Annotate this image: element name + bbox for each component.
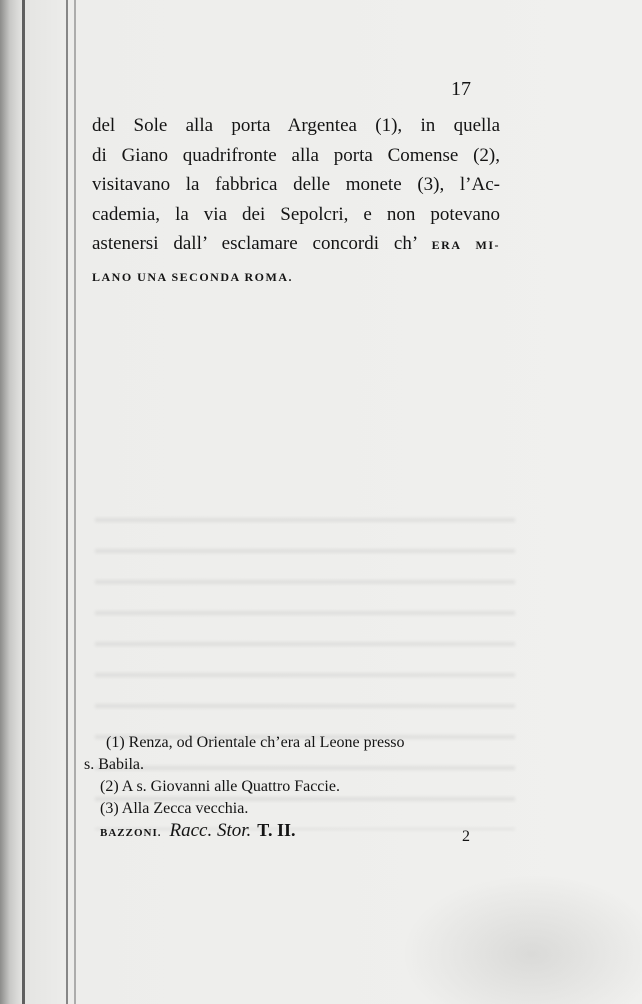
binding-edge-shadow <box>22 0 25 1004</box>
printer-signature <box>100 820 295 842</box>
smallcaps-quote: ERA MI- <box>431 238 500 252</box>
binding-fold-line-inner <box>74 0 76 1004</box>
signature-title: Racc. Stor. <box>169 820 252 841</box>
text-line: cademia, la via dei Sepolcri, e non potevano <box>92 203 500 225</box>
paper-stain <box>402 874 642 1004</box>
smallcaps-quote: LANO UNA SECONDA ROMA. <box>92 269 294 284</box>
text-line <box>92 229 500 261</box>
footnote-1: (1) Renza, od Orientale ch’era al Leone presso <box>106 734 405 751</box>
signature-volume: T. II. <box>257 820 296 840</box>
binding-fold-line <box>66 0 68 1004</box>
footnote-3: (3) Alla Zecca vecchia. <box>100 800 249 817</box>
text-line <box>92 261 500 293</box>
signature-author: BAZZONI. <box>100 827 162 839</box>
footnote-2: (2) A s. Giovanni alle Quattro Faccie. <box>100 778 340 795</box>
signature-mark: 2 <box>462 828 470 845</box>
footnotes <box>84 732 405 820</box>
text-line: visitavano la fabbrica delle monete (3), l’Ac- <box>92 174 500 195</box>
text-line-part: astenersi dall’ esclamare concordi ch’ <box>92 233 417 254</box>
footnote-1-continuation: s. Babila. <box>84 756 144 773</box>
main-paragraph <box>92 111 500 292</box>
page-number: 17 <box>451 78 471 100</box>
text-line: di Giano quadrifronte alla porta Comense (2), <box>92 144 500 166</box>
text-line: del Sole alla porta Argentea (1), in quella <box>92 115 500 136</box>
